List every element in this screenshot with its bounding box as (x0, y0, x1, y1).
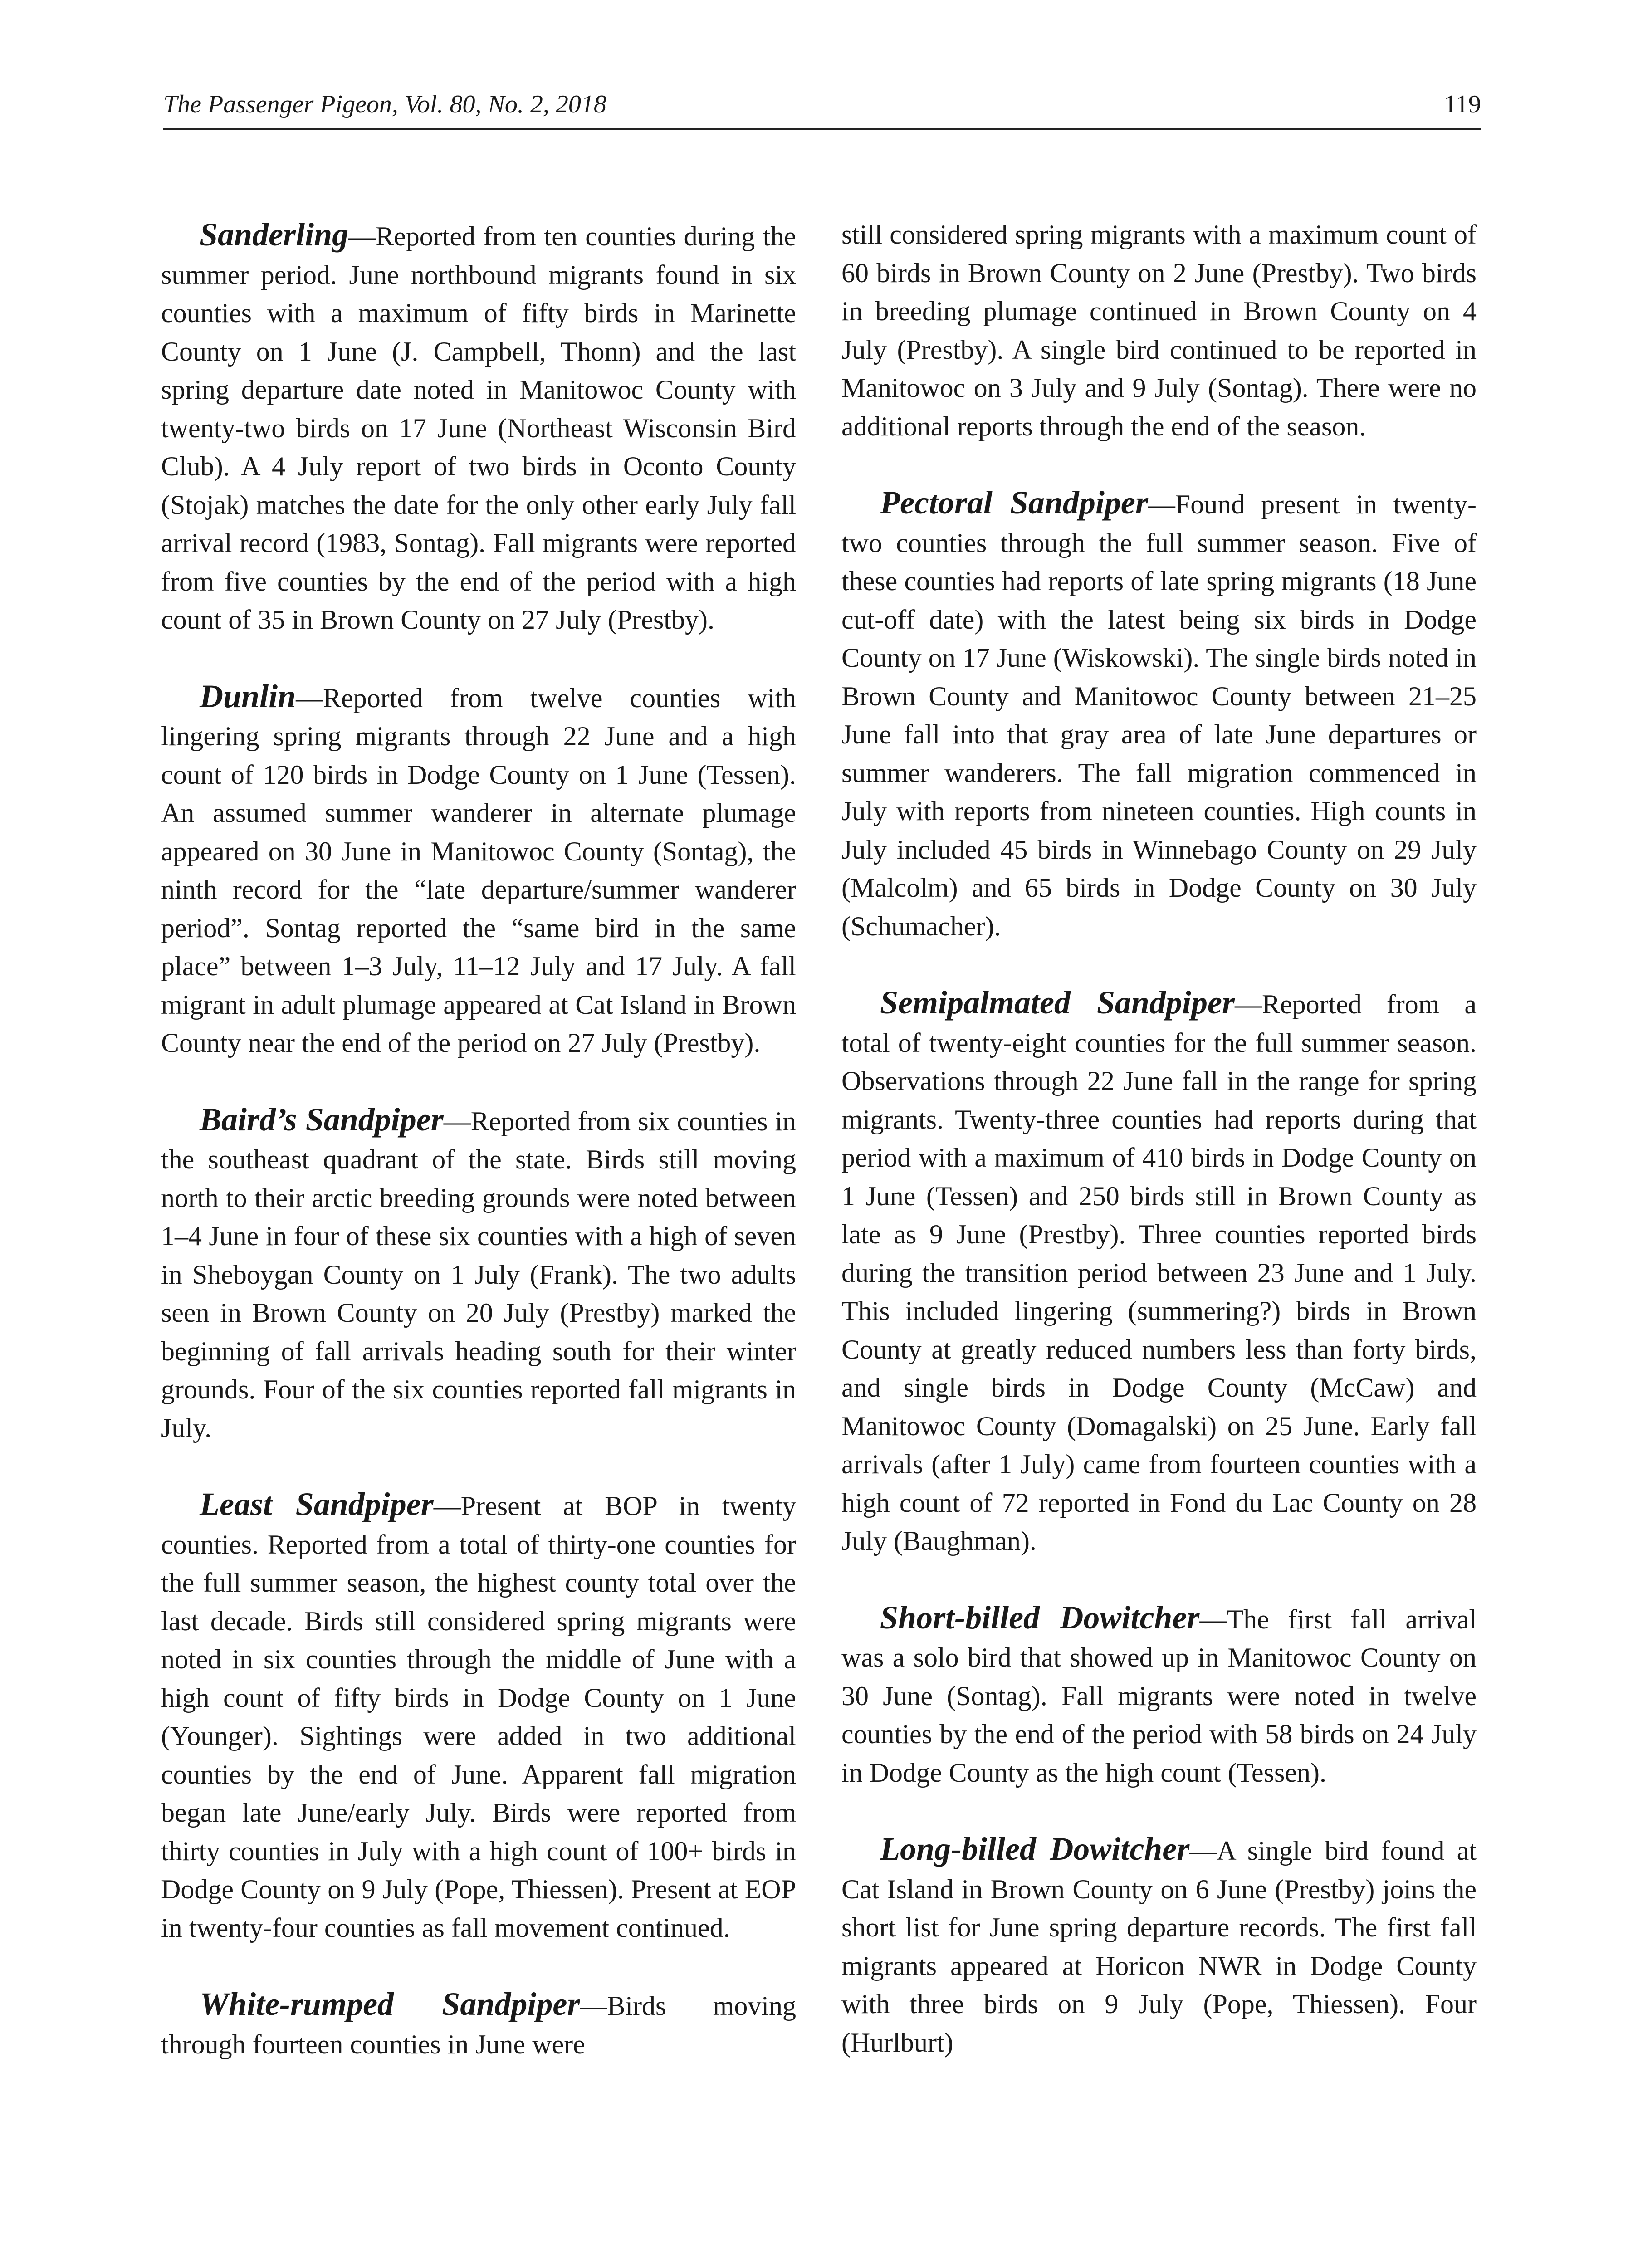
species-account: —Reported from six counties in the southeast quadrant of the state. Birds still moving north to their arctic breeding grounds were noted between 1–4 June in four of these six counties with a high of seven in Sheboygan County on 1 July (Frank). The two adults seen in Brown County on 20 July (Prestby) marked the beginning of fall arrivals heading south for their winter grounds. Four of the six counties reported fall migrants in July. (161, 1106, 797, 1443)
species-name: Sanderling (200, 216, 349, 253)
species-entry-pectoral-sandpiper (841, 484, 1477, 945)
species-account: —A single bird found at Cat Island in Brown County on 6 June (Prestby) joins the short list for June spring departure records. The first fall migrants appeared at Horicon NWR in Dodge County with three birds on 9 July (Pope, Thiessen). Four (Hurlburt) (841, 1836, 1477, 2058)
species-entry-least-sandpiper (161, 1485, 796, 1947)
species-name: Least Sandpiper (200, 1486, 434, 1522)
species-entry-dunlin (161, 677, 796, 1062)
species-name: Pectoral Sandpiper (880, 484, 1148, 521)
species-entry-semipalmated-sandpiper (841, 983, 1477, 1560)
species-name: Semipalmated Sandpiper (880, 984, 1235, 1021)
species-account: —Reported from ten counties during the summer period. June northbound migrants found in six counties with a maximum of fifty birds in Marinette County on 1 June (J. Campbell, Thonn) and the last spring departure date noted in Manitowoc County with twenty-two birds on 17 June (Northeast Wisconsin Bird Club). A 4 July report of two birds in Oconto County (Stojak) matches the date for the only other early July fall arrival record (1983, Sontag). Fall migrants were reported from five counties by the end of the period with a high count of 35 in Brown County on 27 July (Prestby). (161, 221, 796, 635)
species-account: —Reported from a total of twenty-eight counties for the full summer season. Observations through 22 June fall in the range for spring migrants. Twenty-three counties had reports during that period with a maximum of 410 birds in Dodge County on 1 June (Tessen) and 250 birds still in Brown County as late as 9 June (Prestby). Three counties reported birds during the transition period between 23 June and 1 July. This included lingering (summering?) birds in Brown County at greatly reduced numbers less than forty birds, and single birds in Dodge County (McCaw) and Manitowoc County (Domagalski) on 25 June. Early fall arrivals (after 1 July) came from fourteen counties with a high count of 72 reported in Fond du Lac County on 28 July (Baughman). (841, 989, 1477, 1556)
header-rule (163, 128, 1481, 130)
species-account: —Reported from twelve counties with lingering spring migrants through 22 June and a high count of 120 birds in Dodge County on 1 June (Tessen). An assumed summer wanderer in alternate plumage appeared on 30 June in Manitowoc County (Sontag), the ninth record for the “late departure/summer wanderer period”. Sontag reported the “same bird in the same place” between 1–3 July, 11–12 July and 17 July. A fall migrant in adult plumage appeared at Cat Island in Brown County near the end of the period on 27 July (Prestby). (161, 683, 796, 1058)
species-name: Long-billed Dowitcher (880, 1831, 1190, 1867)
left-column (161, 215, 796, 2063)
running-header (163, 86, 1481, 122)
species-entry-white-rumped-sandpiper (161, 1985, 796, 2063)
journal-title: The Passenger Pigeon, Vol. 80, No. 2, 2018 (163, 90, 606, 118)
species-entry-bairds-sandpiper (161, 1100, 796, 1447)
right-column (841, 215, 1477, 2062)
species-name: Dunlin (200, 678, 296, 714)
continued-paragraph (841, 215, 1477, 445)
species-account: —Found present in twenty-two counties through the full summer season. Five of these counties had reports of late spring migrants (18 June cut-off date) with the latest being six birds in Dodge County on 17 June (Wiskowski). The single birds noted in Brown County and Manitowoc County between 21–25 June fall into that gray area of late June departures or summer wanderers. The fall migration commenced in July with reports from nineteen counties. High counts in July included 45 birds in Winnebago County on 29 July (Malcolm) and 65 birds in Dodge County on 30 July (Schumacher). (841, 489, 1477, 941)
species-entry-short-billed-dowitcher (841, 1598, 1477, 1792)
species-name: Baird’s Sandpiper (200, 1101, 444, 1138)
species-name: White-rumped Sandpiper (200, 1986, 580, 2022)
species-entry-long-billed-dowitcher (841, 1830, 1477, 2062)
page-number: 119 (1444, 90, 1481, 118)
species-account: still considered spring migrants with a maximum count of 60 birds in Brown County on 2 June (Prestby). Two birds in breeding plumage continued in Brown County on 4 July (Prestby). A single bird continued to be reported in Manitowoc on 3 July and 9 July (Sontag). There were no additional reports through the end of the season. (841, 220, 1477, 441)
species-entry-sanderling (161, 215, 796, 639)
species-account: —Present at BOP in twenty counties. Reported from a total of thirty-one counties for the full summer season, the highest county total over the last decade. Birds still considered spring migrants were noted in six counties through the middle of June with a high count of fifty birds in Dodge County on 1 June (Younger). Sightings were added in two additional counties by the end of June. Apparent fall migration began late June/early July. Birds were reported from thirty counties in July with a high count of 100+ birds in Dodge County on 9 July (Pope, Thiessen). Present at EOP in twenty-four counties as fall movement continued. (161, 1491, 796, 1943)
species-name: Short-billed Dowitcher (880, 1599, 1200, 1636)
species-account: —Birds moving through fourteen counties in June were (161, 1991, 797, 2059)
species-account: —The first fall arrival was a solo bird that showed up in Manitowoc County on 30 June (Sontag). Fall migrants were noted in twelve counties by the end of the period with 58 birds on 24 July in Dodge County as the high count (Tessen). (841, 1604, 1477, 1788)
